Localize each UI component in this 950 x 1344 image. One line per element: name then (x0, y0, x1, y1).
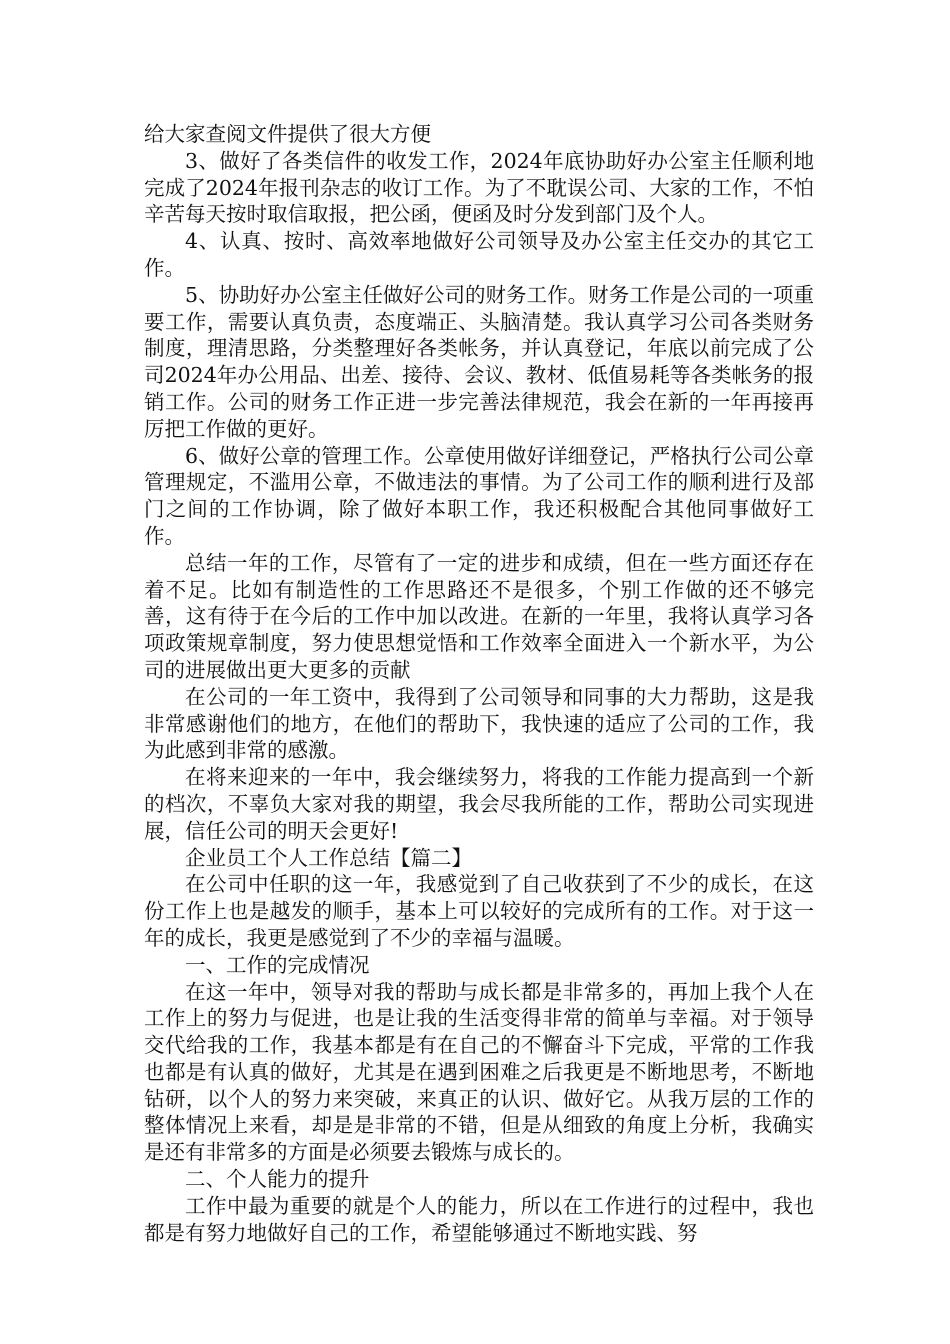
paragraph-intro: 在公司中任职的这一年，我感觉到了自己收获到了不少的成长，在这份工作上也是越发的顺手，基本上可以较好的完成所有的工作。对于这一年的成长，我更是感觉到了不少的幸福与温暖。 (144, 872, 814, 950)
paragraph-item-6: 6、做好公章的管理工作。公章使用做好详细登记，严格执行公司公章管理规定，不滥用公章，不做违法的事情。为了公司工作的顺利进行及部门之间的工作协调，除了做好本职工作，我还积极配合其他同事做好工作。 (144, 443, 814, 548)
document-body (144, 121, 814, 1246)
paragraph-item-5: 5、协助好办公室主任做好公司的财务工作。财务工作是公司的一项重要工作，需要认真负责，态度端正、头脑清楚。我认真学习公司各类财务制度，理清思路，分类整理好各类帐务，并认真登记，年底以前完成了公司2024年办公用品、出差、接待、会议、教材、低值易耗等各类帐务的报销工作。公司的财务工作正进一步完善法律规范，我会在新的一年再接再厉把工作做的更好。 (144, 282, 814, 441)
paragraph-ability-improvement: 工作中最为重要的就是个人的能力，所以在工作进行的过程中，我也都是有努力地做好自己的工作，希望能够通过不断地实践、努 (144, 1193, 814, 1245)
subheading-ability-improvement: 二、个人能力的提升 (185, 1167, 370, 1192)
paragraph-thanks: 在公司的一年工资中，我得到了公司领导和同事的大力帮助，这是我非常感谢他们的地方，在他们的帮助下，我快速的适应了公司的工作，我为此感到非常的感激。 (144, 684, 814, 763)
paragraph-work-completion: 在这一年中，领导对我的帮助与成长都是非常多的，再加上我个人在工作上的努力与促进，也是让我的生活变得非常的简单与幸福。对于领导交代给我的工作，我基本都是有在自己的不懈奋斗下完成，平常的工作我也都是有认真的做好，尤其是在遇到困难之后我更是不断地思考，不断地钻研，以个人的努力来突破，来真正的认识、做好它。从我万层的工作的整体情况上来看，却是是非常的不错，但是从细致的角度上分析，我确实是还有非常多的方面是必须要去锻炼与成长的。 (144, 979, 814, 1165)
paragraph-continuation: 给大家查阅文件提供了很大方便 (144, 122, 431, 146)
paragraph-item-3: 3、做好了各类信件的收发工作，2024年底协助好办公室主任顺利地完成了2024年报刊杂志的收订工作。为了不耽误公司、大家的工作，不怕辛苦每天按时取信取报，把公函，便函及时分发到部门及个人。 (144, 148, 814, 227)
paragraph-item-4: 4、认真、按时、高效率地做好公司领导及办公室主任交办的其它工作。 (144, 229, 814, 280)
paragraph-outlook: 在将来迎来的一年中，我会继续努力，将我的工作能力提高到一个新的档次，不辜负大家对我的期望，我会尽我所能的工作，帮助公司实现进展，信任公司的明天会更好! (144, 765, 814, 843)
section-heading-part-two: 企业员工个人工作总结【篇二】 (185, 845, 472, 870)
subheading-work-completion: 一、工作的完成情况 (185, 952, 370, 977)
paragraph-summary: 总结一年的工作，尽管有了一定的进步和成绩，但在一些方面还存在着不足。比如有制造性的工作思路还不是很多，个别工作做的还不够完善，这有待于在今后的工作中加以改进。在新的一年里，我将认真学习各项政策规章制度，努力使思想觉悟和工作效率全面进入一个新水平，为公司的进展做出更大更多的贡献 (144, 550, 814, 682)
